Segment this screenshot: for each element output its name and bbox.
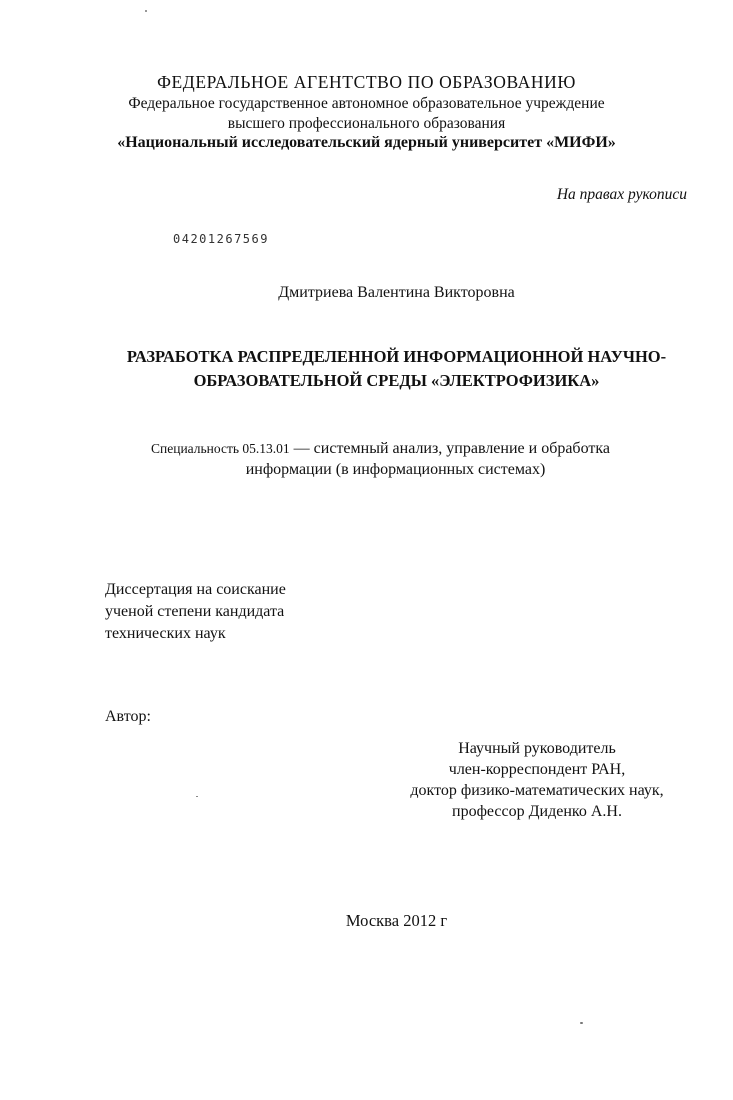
university-name: «Национальный исследовательский ядерный университет «МИФИ» — [117, 134, 616, 151]
agency-name: ФЕДЕРАЛЬНОЕ АГЕНТСТВО ПО ОБРАЗОВАНИЮ — [157, 72, 576, 92]
title-line-2: ОБРАЗОВАТЕЛЬНОЙ СРЕДЫ «ЭЛЕКТРОФИЗИКА» — [193, 371, 600, 390]
supervisor-line-4: профессор Диденко А.Н. — [452, 803, 622, 820]
institution-line-2: высшего профессионального образования — [227, 115, 506, 132]
rights-note: На правах рукописи — [556, 186, 687, 203]
specialty-line-1 — [151, 440, 610, 458]
specialty-description: — системный анализ, управление и обработка — [289, 440, 610, 457]
document-code: 04201267569 — [173, 232, 269, 246]
author-label: Автор: — [105, 708, 151, 725]
specialty-line-2: информации (в информационных системах) — [245, 461, 546, 478]
scan-speck — [580, 1022, 583, 1024]
specialty-prefix: Специальность 05.13.01 — [151, 441, 290, 456]
author-name: Дмитриева Валентина Викторовна — [278, 284, 515, 301]
scan-speck — [145, 10, 147, 12]
supervisor-line-3: доктор физико-математических наук, — [410, 782, 664, 799]
title-line-1: РАЗРАБОТКА РАСПРЕДЕЛЕННОЙ ИНФОРМАЦИОННОЙ НАУЧНО- — [126, 347, 667, 366]
degree-line-3: технических наук — [105, 625, 226, 642]
degree-line-2: ученой степени кандидата — [105, 603, 285, 620]
supervisor-line-2: член-корреспондент РАН, — [448, 761, 626, 778]
degree-line-1: Диссертация на соискание — [105, 581, 286, 598]
supervisor-line-1: Научный руководитель — [458, 740, 616, 757]
city-year: Москва 2012 г — [345, 911, 448, 930]
institution-line-1: Федеральное государственное автономное образовательное учреждение — [128, 95, 605, 112]
scan-speck — [196, 796, 198, 797]
